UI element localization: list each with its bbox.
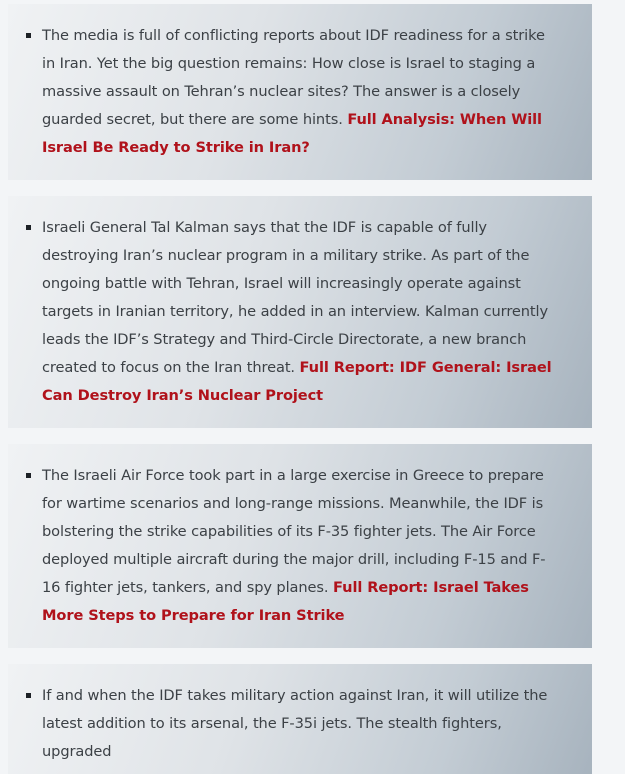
list-item <box>8 214 592 410</box>
news-card <box>8 196 592 428</box>
item-text: The Israeli Air Force took part in a large exercise in Greece to prepare for wartime scenarios and long-range missions. Meanwhile, the IDF is bolstering the strike capabilities of its F-35 fighter jets. The Air Force deployed multiple aircraft during the major drill, including F-15 and F-16 fighter jets, tankers, and spy planes. <box>42 467 546 596</box>
bullet-icon <box>26 473 31 478</box>
news-card <box>8 664 592 774</box>
item-text: Israeli General Tal Kalman says that the IDF is capable of fully destroying Iran’s nuclear program in a military strike. As part of the ongoing battle with Tehran, Israel will increasingly operate against targets in Iranian territory, he added in an interview. Kalman currently leads the IDF’s Strategy and Third-Circle Directorate, a new branch created to focus on the Iran threat. <box>42 219 549 376</box>
item-text: If and when the IDF takes military action against Iran, it will utilize the latest addition to its arsenal, the F-35i jets. The stealth fighters, upgraded <box>42 687 548 760</box>
bullet-list <box>8 462 592 630</box>
bullet-icon <box>26 33 31 38</box>
list-item <box>8 462 592 630</box>
bullet-icon <box>26 225 31 230</box>
full-report-link[interactable]: Full Report: IDF General: Israel Can Destroy Iran’s Nuclear Project <box>42 359 552 404</box>
bullet-icon <box>26 693 31 698</box>
full-analysis-link[interactable]: Full Analysis: When Will Israel Be Ready to Strike in Iran? <box>42 111 542 156</box>
news-card <box>8 444 592 648</box>
bullet-list <box>8 214 592 410</box>
news-card <box>8 4 592 180</box>
list-item <box>8 682 592 766</box>
item-text: The media is full of conflicting reports about IDF readiness for a strike in Iran. Yet the big question remains: How close is Israel to staging a massive assault on Tehran’s nuclear sites? The answer is a closely guarded secret, but there are some hints. <box>42 27 545 128</box>
bullet-list <box>8 682 592 766</box>
list-item <box>8 22 592 162</box>
bullet-list <box>8 22 592 162</box>
full-report-link[interactable]: Full Report: Israel Takes More Steps to Prepare for Iran Strike <box>42 579 529 624</box>
